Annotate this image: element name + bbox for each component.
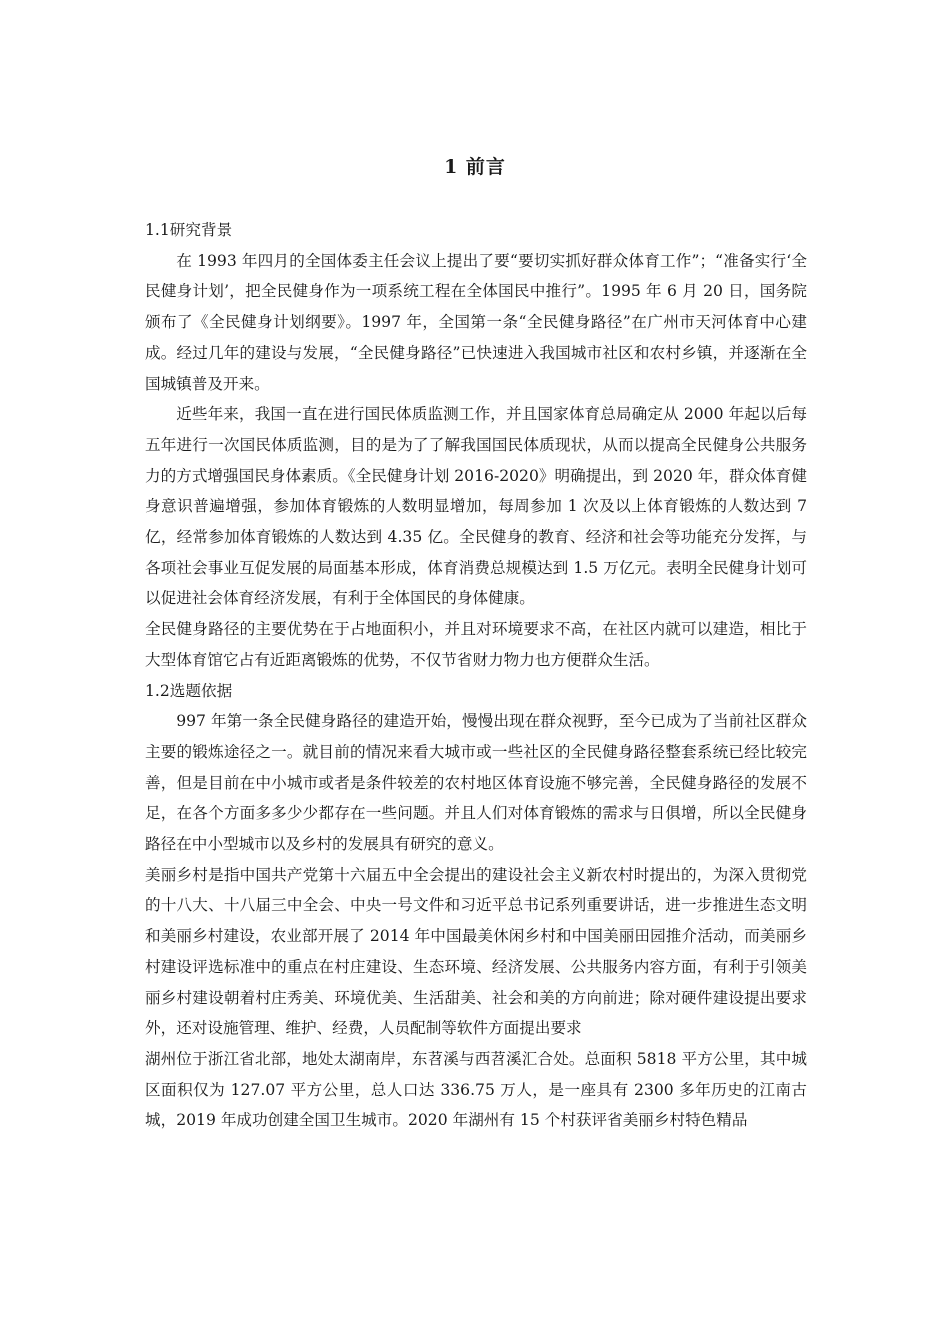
page-title: 1 前言 xyxy=(444,156,506,178)
paragraph: 近些年来，我国一直在进行国民体质监测工作，并且国家体育总局确定从 2000 年起以后每五年进行一次国民体质监测，目的是为了了解我国国民体质现状，从而以提高全民健身公共服务力的方式增强国民身体素质。《全民健身计划 2016-2020》明确提出，到 2020 年，群众体育健身意识普遍增强，参加体育锻炼的人数明显增加，每周参加 1 次及以上体育锻炼的人数达到 7 亿，经常参加体育锻炼的人数达到 4.35 亿。全民健身的教育、经济和社会等功能充分发挥，与各项社会事业互促发展的局面基本形成，体育消费总规模达到 1.5 万亿元。表明全民健身计划可以促进社会体育经济发展，有利于全体国民的身体健康。 xyxy=(145,405,807,608)
section-heading-1-1: 1.1研究背景 xyxy=(145,221,233,239)
document-body xyxy=(145,215,807,1136)
paragraph: 在 1993 年四月的全国体委主任会议上提出了要“要切实抓好群众体育工作”；“准备实行‘全民健身计划’，把全民健身作为一项系统工程在全体国民中推行”。1995 年 6 月 20 日，国务院颁布了《全民健身计划纲要》。1997 年，全国第一条“全民健身路径”在广州市天河体育中心建成。经过几年的建设与发展，“全民健身路径”已快速进入我国城市社区和农村乡镇，并逐渐在全国城镇普及开来。 xyxy=(145,251,807,393)
paragraph: 全民健身路径的主要优势在于占地面积小，并且对环境要求不高，在社区内就可以建造，相比于大型体育馆它占有近距离锻炼的优势，不仅节省财力物力也方便群众生活。 xyxy=(145,620,807,669)
paragraph: 美丽乡村是指中国共产党第十六届五中全会提出的建设社会主义新农村时提出的，为深入贯彻党的十八大、十八届三中全会、中央一号文件和习近平总书记系列重要讲话，进一步推进生态文明和美丽乡村建设，农业部开展了 2014 年中国最美休闲乡村和中国美丽田园推介活动，而美丽乡村建设评选标准中的重点在村庄建设、生态环境、经济发展、公共服务内容方面，有利于引领美丽乡村建设朝着村庄秀美、环境优美、生活甜美、社会和美的方向前进；除对硬件建设提出要求外，还对设施管理、维护、经费，人员配制等软件方面提出要求 xyxy=(145,865,807,1038)
paragraph: 湖州位于浙江省北部，地处太湖南岸，东苕溪与西苕溪汇合处。总面积 5818 平方公里，其中城区面积仅为 127.07 平方公里，总人口达 336.75 万人，是一座具有 2300 多年历史的江南古城，2019 年成功创建全国卫生城市。2020 年湖州有 15 个村获评省美丽乡村特色精品 xyxy=(145,1049,807,1130)
paragraph: 997 年第一条全民健身路径的建造开始，慢慢出现在群众视野，至今已成为了当前社区群众主要的锻炼途径之一。就目前的情况来看大城市或一些社区的全民健身路径整套系统已经比较完善，但是目前在中小城市或者是条件较差的农村地区体育设施不够完善，全民健身路径的发展不足，在各个方面多多少少都存在一些问题。并且人们对体育锻炼的需求与日俱增，所以全民健身路径在中小型城市以及乡村的发展具有研究的意义。 xyxy=(145,712,807,854)
section-heading-1-2: 1.2选题依据 xyxy=(145,681,233,700)
